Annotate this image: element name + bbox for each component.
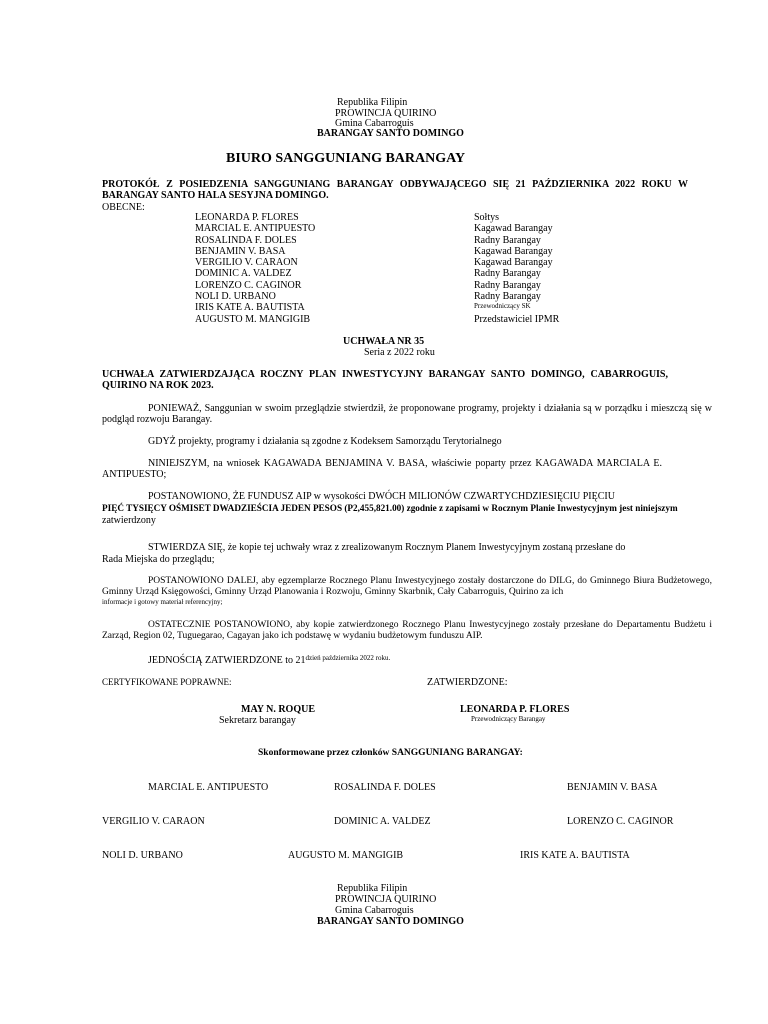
unanimous-suffix: dzień października 2022 roku. <box>305 654 391 662</box>
member-signature: BENJAMIN V. BASA <box>567 782 658 793</box>
resolution-title: UCHWAŁA ZATWIERDZAJĄCA ROCZNY PLAN INWESTYCYJNY BARANGAY SANTO DOMINGO, CABARROGUIS, QUIRINO NA ROK 2023. <box>102 369 668 392</box>
footer-province: PROWINCJA QUIRINO <box>335 894 437 905</box>
attendee-name: BENJAMIN V. BASA <box>195 246 286 257</box>
attendee-name: NOLI D. URBANO <box>195 291 276 302</box>
attendee-name: LEONARDA P. FLORES <box>195 212 299 223</box>
secretary-title: Sekretarz barangay <box>219 715 296 726</box>
attendee-role: Sołtys <box>474 212 500 223</box>
header-province: PROWINCJA QUIRINO <box>335 108 437 119</box>
attendee-role: Kagawad Barangay <box>474 257 553 268</box>
member-signature: AUGUSTO M. MANGIGIB <box>288 850 404 861</box>
member-signature: MARCIAL E. ANTIPUESTO <box>148 782 269 793</box>
whereas-paragraph-1: PONIEWAŻ, Sanggunian w swoim przeglądzie stwierdził, że proponowane programy, projekty i działania są w porządku i mieszczą się w podgląd rozwoju Barangay. <box>102 403 712 426</box>
attendee-role: Kagawad Barangay <box>474 223 553 234</box>
chair-title: Przewodniczący Barangay <box>471 715 546 723</box>
member-signature: LORENZO C. CAGINOR <box>567 816 674 827</box>
now-therefore-paragraph: NINIEJSZYM, na wniosek KAGAWADA BENJAMINA V. BASA, właściwie poparty przez KAGAWADA MARCIALA E. ANTIPUESTO; <box>102 458 662 481</box>
office-title: BIURO SANGGUNIANG BARANGAY <box>226 151 466 166</box>
attendee-name: LORENZO C. CAGINOR <box>195 280 302 291</box>
footer-republic: Republika Filipin <box>337 883 408 894</box>
certified-label: CERTYFIKOWANE POPRAWNE: <box>102 677 232 687</box>
finally-paragraph: OSTATECZNIE POSTANOWIONO, aby kopie zatwierdzonego Rocznego Planu Inwestycyjnego zostały przesłane do Departamentu Budżetu i Zarząd, Region 02, Tuguegarao, Cagayan jako ich podstawę w wydaniu budżetowym funduszu AIP. <box>102 620 712 641</box>
member-signature: DOMINIC A. VALDEZ <box>334 816 431 827</box>
attendee-name: IRIS KATE A. BAUTISTA <box>195 302 305 313</box>
attendee-role: Przedstawiciel IPMR <box>474 314 560 325</box>
header-barangay: BARANGAY SANTO DOMINGO <box>317 128 464 139</box>
attendee-role: Przewodniczący SK <box>474 302 531 310</box>
member-signature: ROSALINDA F. DOLES <box>334 782 436 793</box>
approved-label: ZATWIERDZONE: <box>427 677 508 688</box>
footer-municipality: Gmina Cabarroguis <box>335 905 414 916</box>
whereas-paragraph-2: GDYŻ projekty, programy i działania są zgodne z Kodeksem Samorządu Terytorialnego <box>148 436 502 447</box>
found-line-2: Rada Miejska do przeglądu; <box>102 554 215 565</box>
secretary-name: MAY N. ROQUE <box>241 704 315 715</box>
attendee-name: VERGILIO V. CARAON <box>195 257 298 268</box>
attendee-role: Radny Barangay <box>474 235 541 246</box>
attendee-name: AUGUSTO M. MANGIGIB <box>195 314 311 325</box>
header-republic: Republika Filipin <box>337 97 408 108</box>
resolution-number: UCHWAŁA NR 35 <box>343 336 425 347</box>
resolved-line-2: PIĘĆ TYSIĘCY OŚMISET DWADZIEŚCIA JEDEN PESOS (P2,455,821.00) zgodnie z zapisami w Rocznym Planie Inwestycyjnym jest niniejszym <box>102 503 678 513</box>
found-line-1: STWIERDZA SIĘ, że kopie tej uchwały wraz z zrealizowanym Rocznym Planem Inwestycyjnym zostaną przesłane do <box>148 542 626 553</box>
concurred-label: Skonformowane przez członków SANGGUNIANG BARANGAY: <box>258 748 523 758</box>
unanimous-line <box>148 655 390 666</box>
attendee-name: MARCIAL E. ANTIPUESTO <box>195 223 316 234</box>
attendee-name: ROSALINDA F. DOLES <box>195 235 297 246</box>
resolution-series: Seria z 2022 roku <box>364 347 435 358</box>
member-signature: VERGILIO V. CARAON <box>102 816 205 827</box>
resolved-line-1: POSTANOWIONO, ŻE FUNDUSZ AIP w wysokości DWÓCH MILIONÓW CZWARTYCHDZIESIĘCIU PIĘCIU <box>148 491 615 502</box>
further-small-line: informacje i gotowy materiał referencyjny; <box>102 598 223 606</box>
present-label: OBECNE: <box>102 202 145 213</box>
attendee-role: Radny Barangay <box>474 268 541 279</box>
minutes-heading: PROTOKÓŁ Z POSIEDZENIA SANGGUNIANG BARANGAY ODBYWAJĄCEGO SIĘ 21 PAŹDZIERNIKA 2022 ROKU W BARANGAY SANTO HALA SESYJNA DOMINGO. <box>102 179 688 202</box>
resolved-line-3: zatwierdzony <box>102 515 156 526</box>
attendee-role: Kagawad Barangay <box>474 246 553 257</box>
header-municipality: Gmina Cabarroguis <box>335 118 414 129</box>
member-signature: NOLI D. URBANO <box>102 850 183 861</box>
further-paragraph: POSTANOWIONO DALEJ, aby egzemplarze Rocznego Planu Inwestycyjnego zostały dostarczone do DILG, do Gminnego Biura Budżetowego, Gminny Urząd Księgowości, Gminny Urząd Planowania i Rozwoju, Gminny Skarbnik, Cały Cabarroguis, Quirino za ich <box>102 576 712 597</box>
attendee-role: Radny Barangay <box>474 280 541 291</box>
attendee-role: Radny Barangay <box>474 291 541 302</box>
chair-name: LEONARDA P. FLORES <box>460 704 570 715</box>
unanimous-main: JEDNOŚCIĄ ZATWIERDZONE to 21 <box>148 655 306 666</box>
footer-barangay: BARANGAY SANTO DOMINGO <box>317 916 464 927</box>
member-signature: IRIS KATE A. BAUTISTA <box>520 850 630 861</box>
attendee-name: DOMINIC A. VALDEZ <box>195 268 292 279</box>
